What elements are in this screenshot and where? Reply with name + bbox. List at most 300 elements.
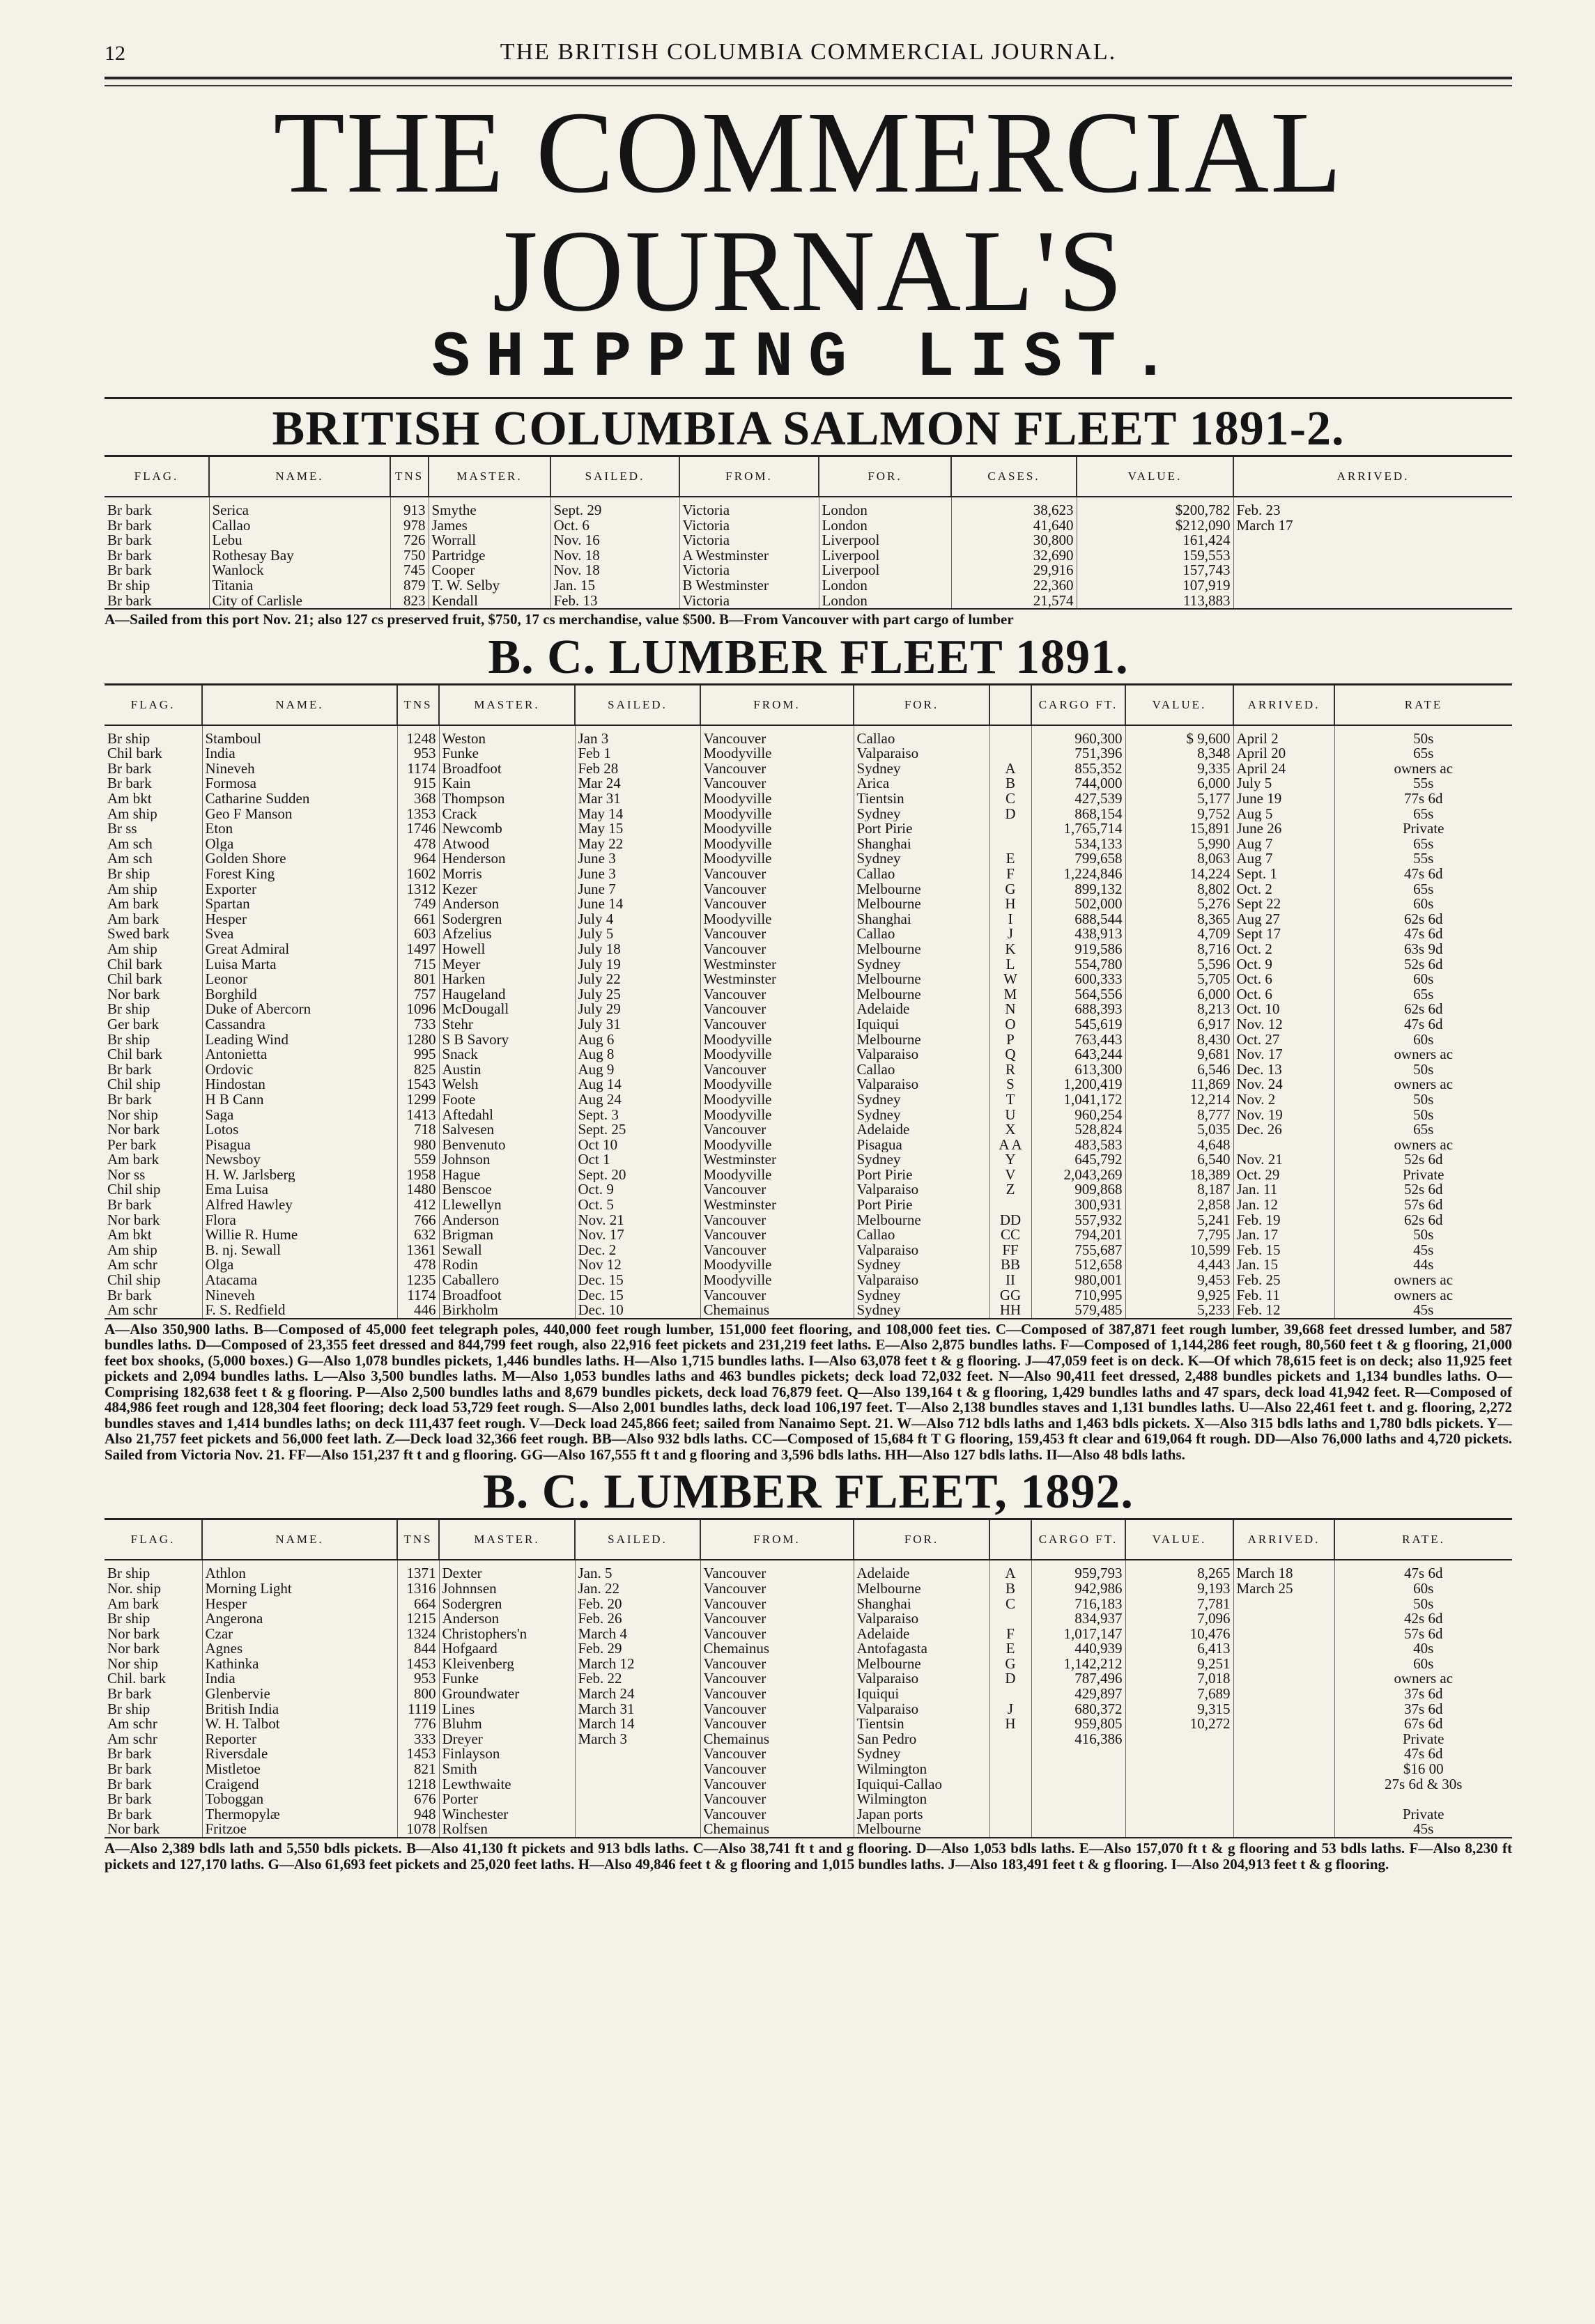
table-cell: Moodyville xyxy=(700,1257,854,1273)
table-row xyxy=(105,1182,1512,1198)
table-cell: 757 xyxy=(397,987,439,1002)
table-cell: Nov. 24 xyxy=(1233,1077,1334,1092)
table-cell: Westminster xyxy=(700,957,854,973)
table-cell: Funke xyxy=(439,1671,575,1687)
lumber-1891-table-body xyxy=(105,725,1512,1318)
column-header: TNS xyxy=(390,456,429,497)
table-cell: Lotos xyxy=(202,1122,397,1138)
table-cell: 18,389 xyxy=(1125,1168,1233,1183)
table-cell: Wilmington xyxy=(854,1762,989,1777)
table-cell: 745 xyxy=(390,563,429,578)
table-cell: 715 xyxy=(397,957,439,973)
table-cell: Kathinka xyxy=(202,1657,397,1672)
table-cell: 899,132 xyxy=(1031,882,1125,897)
table-cell: 502,000 xyxy=(1031,897,1125,912)
table-cell: Sydney xyxy=(854,1152,989,1168)
table-cell: Victoria xyxy=(679,563,819,578)
table-row xyxy=(105,1627,1512,1642)
table-cell: Vancouver xyxy=(700,1122,854,1138)
table-cell: Chil. bark xyxy=(107,1671,166,1687)
table-cell: G xyxy=(989,1657,1031,1672)
table-cell: Nov. 21 xyxy=(575,1213,700,1228)
table-cell: Fritzoe xyxy=(202,1822,397,1837)
table-cell: 1,142,212 xyxy=(1031,1657,1125,1672)
table-cell xyxy=(1125,1732,1233,1747)
table-cell: Br bark xyxy=(107,593,152,609)
table-cell: Nor bark xyxy=(107,1822,160,1837)
table-cell: Vancouver xyxy=(700,1746,854,1762)
table-cell: 41,640 xyxy=(951,518,1077,534)
table-cell: 50s xyxy=(1334,1062,1512,1078)
table-cell: 1078 xyxy=(397,1822,439,1837)
table-cell: Vancouver xyxy=(700,1702,854,1717)
table-cell: Brigman xyxy=(439,1227,575,1243)
table-cell: Vancouver xyxy=(700,1597,854,1612)
table-cell: Vancouver xyxy=(700,1671,854,1687)
table-row xyxy=(105,1257,1512,1273)
table-cell: Vancouver xyxy=(700,1288,854,1303)
table-cell: 980 xyxy=(397,1138,439,1153)
table-row xyxy=(105,837,1512,852)
table-cell: Vancouver xyxy=(700,1657,854,1672)
table-cell: Port Pirie xyxy=(854,1168,989,1183)
table-cell: Vancouver xyxy=(700,1227,854,1243)
table-cell: 1371 xyxy=(397,1560,439,1581)
table-cell: 1299 xyxy=(397,1092,439,1108)
table-row xyxy=(105,594,1512,609)
column-header: VALUE. xyxy=(1125,684,1233,725)
table-row xyxy=(105,761,1512,777)
table-row xyxy=(105,1657,1512,1672)
column-header: FROM. xyxy=(679,456,819,497)
table-cell: Sewall xyxy=(439,1243,575,1258)
table-cell: July 25 xyxy=(575,987,700,1002)
table-cell: Snack xyxy=(439,1047,575,1062)
table-cell: 9,925 xyxy=(1125,1288,1233,1303)
table-cell: 750 xyxy=(390,548,429,564)
table-cell: Feb. 11 xyxy=(1233,1288,1334,1303)
table-cell: 9,453 xyxy=(1125,1273,1233,1288)
table-row xyxy=(105,897,1512,912)
table-row xyxy=(105,1002,1512,1017)
table-cell: Feb. 23 xyxy=(1233,497,1512,518)
table-cell: 416,386 xyxy=(1031,1732,1125,1747)
table-cell: Luisa Marta xyxy=(202,957,397,973)
table-cell: 512,658 xyxy=(1031,1257,1125,1273)
table-cell: Victoria xyxy=(679,518,819,534)
column-header: TNS xyxy=(397,684,439,725)
table-cell: Sydney xyxy=(854,807,989,822)
table-row xyxy=(105,1702,1512,1717)
table-cell: Victoria xyxy=(679,497,819,518)
table-cell: 10,599 xyxy=(1125,1243,1233,1258)
table-cell: Nineveh xyxy=(202,1288,397,1303)
table-cell: F. S. Redfield xyxy=(202,1303,397,1318)
table-cell: $ 9,600 xyxy=(1125,725,1233,747)
table-cell: D xyxy=(989,807,1031,822)
table-cell: Z xyxy=(989,1182,1031,1198)
table-cell: 4,443 xyxy=(1125,1257,1233,1273)
table-cell: J xyxy=(989,1702,1031,1717)
table-cell: 2,043,269 xyxy=(1031,1168,1125,1183)
table-cell xyxy=(1233,563,1512,578)
table-cell: 632 xyxy=(397,1227,439,1243)
table-cell: Harken xyxy=(439,972,575,987)
table-cell: Stamboul xyxy=(202,725,397,747)
table-cell: May 15 xyxy=(575,821,700,837)
table-cell: Aug 9 xyxy=(575,1062,700,1078)
table-row xyxy=(105,563,1512,578)
column-header xyxy=(989,684,1031,725)
table-cell: Vancouver xyxy=(700,761,854,777)
table-cell: Port Pirie xyxy=(854,821,989,837)
table-cell: Vancouver xyxy=(700,927,854,942)
table-cell: 718 xyxy=(397,1122,439,1138)
table-row xyxy=(105,1762,1512,1777)
table-cell xyxy=(1233,1138,1334,1153)
table-cell: May 14 xyxy=(575,807,700,822)
table-cell: Morris xyxy=(439,867,575,882)
table-cell: Oct 10 xyxy=(575,1138,700,1153)
table-cell: Adelaide xyxy=(854,1560,989,1581)
table-cell: Vancouver xyxy=(700,882,854,897)
table-cell: Saga xyxy=(202,1108,397,1123)
table-cell: Liverpool xyxy=(819,548,951,564)
table-cell: Per bark xyxy=(107,1137,157,1153)
table-cell: Adelaide xyxy=(854,1627,989,1642)
table-cell: owners ac xyxy=(1334,1047,1512,1062)
column-header: MASTER. xyxy=(439,684,575,725)
table-cell: 8,777 xyxy=(1125,1108,1233,1123)
table-cell: Olga xyxy=(202,837,397,852)
table-cell: Moodyville xyxy=(700,1092,854,1108)
table-cell: 823 xyxy=(390,594,429,609)
table-cell xyxy=(1233,594,1512,609)
table-cell: Br bark xyxy=(107,1806,152,1822)
table-cell: London xyxy=(819,497,951,518)
table-cell: 960,300 xyxy=(1031,725,1125,747)
table-cell: 919,586 xyxy=(1031,942,1125,957)
table-cell: T. W. Selby xyxy=(429,578,550,594)
table-cell: 959,793 xyxy=(1031,1560,1125,1581)
table-cell xyxy=(1233,1746,1334,1762)
table-cell: Aftedahl xyxy=(439,1108,575,1123)
table-cell: July 18 xyxy=(575,942,700,957)
table-cell: Vancouver xyxy=(700,1792,854,1807)
table-row xyxy=(105,1597,1512,1612)
table-cell: 7,689 xyxy=(1125,1687,1233,1702)
table-cell: Vancouver xyxy=(700,776,854,791)
table-cell: 159,553 xyxy=(1077,548,1233,564)
table-cell: San Pedro xyxy=(854,1732,989,1747)
lumber-1891-title: B. C. LUMBER FLEET 1891. xyxy=(488,630,1129,684)
table-cell: June 3 xyxy=(575,867,700,882)
table-cell: F xyxy=(989,867,1031,882)
table-cell: City of Carlisle xyxy=(209,594,390,609)
table-cell: 368 xyxy=(397,791,439,807)
table-cell xyxy=(989,1746,1031,1762)
table-cell: Feb 28 xyxy=(575,761,700,777)
table-cell: 161,424 xyxy=(1077,533,1233,548)
table-cell: Dec. 13 xyxy=(1233,1062,1334,1078)
table-cell: 915 xyxy=(397,776,439,791)
table-cell xyxy=(989,837,1031,852)
table-cell: Br ship xyxy=(107,1002,151,1017)
table-cell: Nov. 16 xyxy=(550,533,679,548)
table-cell: Exporter xyxy=(202,882,397,897)
table-cell: Vancouver xyxy=(700,1182,854,1198)
table-cell: $16 00 xyxy=(1334,1762,1512,1777)
table-cell: Sydney xyxy=(854,851,989,867)
table-cell: Jan. 11 xyxy=(1233,1182,1334,1198)
table-cell xyxy=(1233,1597,1334,1612)
table-cell: Br bark xyxy=(107,761,152,777)
table-cell: H xyxy=(989,897,1031,912)
table-cell: 47s 6d xyxy=(1334,867,1512,882)
column-header: NAME. xyxy=(202,1519,397,1560)
table-cell: Mar 24 xyxy=(575,776,700,791)
table-cell: Agnes xyxy=(202,1641,397,1657)
table-cell: FF xyxy=(989,1243,1031,1258)
table-cell: A A xyxy=(989,1138,1031,1153)
table-cell: 1324 xyxy=(397,1627,439,1642)
table-cell: Callao xyxy=(854,1062,989,1078)
table-cell: Melbourne xyxy=(854,942,989,957)
lumber-1892-title: B. C. LUMBER FLEET, 1892. xyxy=(483,1465,1134,1519)
table-cell xyxy=(1233,1762,1334,1777)
table-cell: July 22 xyxy=(575,972,700,987)
table-row xyxy=(105,725,1512,747)
table-cell: Private xyxy=(1334,1732,1512,1747)
table-cell: 2,858 xyxy=(1125,1198,1233,1213)
table-cell: 559 xyxy=(397,1152,439,1168)
table-cell xyxy=(575,1807,700,1822)
table-cell: 1,200,419 xyxy=(1031,1077,1125,1092)
table-cell: Feb. 19 xyxy=(1233,1213,1334,1228)
table-cell: James xyxy=(429,518,550,534)
table-row xyxy=(105,1152,1512,1168)
column-header: FLAG. xyxy=(105,456,209,497)
table-row xyxy=(105,533,1512,548)
table-cell: London xyxy=(819,578,951,594)
table-cell xyxy=(989,1807,1031,1822)
table-cell: Am ship xyxy=(107,881,157,897)
table-cell: Broadfoot xyxy=(439,761,575,777)
table-cell: Thompson xyxy=(439,791,575,807)
table-cell: Chil ship xyxy=(107,1182,161,1198)
table-cell: Wanlock xyxy=(209,563,390,578)
table-cell: Vancouver xyxy=(700,725,854,747)
table-cell: Moodyville xyxy=(700,1077,854,1092)
table-cell: 564,556 xyxy=(1031,987,1125,1002)
table-cell: Dec. 15 xyxy=(575,1288,700,1303)
table-cell: Vancouver xyxy=(700,897,854,912)
table-cell: E xyxy=(989,851,1031,867)
table-cell: 62s 6d xyxy=(1334,912,1512,927)
table-cell: 1453 xyxy=(397,1657,439,1672)
table-row xyxy=(105,1092,1512,1108)
table-cell: Am bkt xyxy=(107,1227,152,1243)
table-cell: Golden Shore xyxy=(202,851,397,867)
table-cell: 5,596 xyxy=(1125,957,1233,973)
table-cell: 8,802 xyxy=(1125,882,1233,897)
table-cell: Czar xyxy=(202,1627,397,1642)
table-cell: Am ship xyxy=(107,806,157,822)
table-cell xyxy=(1233,548,1512,564)
table-cell: 9,681 xyxy=(1125,1047,1233,1062)
table-cell: Jan. 15 xyxy=(1233,1257,1334,1273)
table-row xyxy=(105,1792,1512,1807)
table-cell xyxy=(575,1762,700,1777)
table-cell: Br bark xyxy=(107,1776,152,1792)
table-cell: 1119 xyxy=(397,1702,439,1717)
table-cell: 5,233 xyxy=(1125,1303,1233,1318)
table-cell: 7,096 xyxy=(1125,1611,1233,1627)
table-row xyxy=(105,1032,1512,1048)
table-cell: Valparaiso xyxy=(854,1047,989,1062)
table-cell: Moodyville xyxy=(700,791,854,807)
table-cell: A xyxy=(989,1560,1031,1581)
table-cell: India xyxy=(202,1671,397,1687)
table-cell: 8,063 xyxy=(1125,851,1233,867)
table-cell: A Westminster xyxy=(679,548,819,564)
table-cell xyxy=(575,1746,700,1762)
table-cell: F xyxy=(989,1627,1031,1642)
table-cell xyxy=(1125,1777,1233,1792)
table-cell: Howell xyxy=(439,942,575,957)
table-cell: Reporter xyxy=(202,1732,397,1747)
table-cell: Afzelius xyxy=(439,927,575,942)
table-cell: Br bark xyxy=(107,1762,152,1777)
table-row xyxy=(105,1746,1512,1762)
running-header xyxy=(105,28,1512,79)
table-cell: Austin xyxy=(439,1062,575,1078)
table-cell: O xyxy=(989,1017,1031,1032)
table-cell: M xyxy=(989,987,1031,1002)
table-cell: Am sch xyxy=(107,851,153,867)
table-cell: Olga xyxy=(202,1257,397,1273)
column-header: CARGO FT. xyxy=(1031,1519,1125,1560)
table-cell: R xyxy=(989,1062,1031,1078)
table-cell: H. W. Jarlsberg xyxy=(202,1168,397,1183)
table-cell: Shanghai xyxy=(854,837,989,852)
table-cell: owners ac xyxy=(1334,1138,1512,1153)
table-cell: 8,265 xyxy=(1125,1560,1233,1581)
table-cell: 5,177 xyxy=(1125,791,1233,807)
table-row xyxy=(105,548,1512,564)
table-cell: Feb. 20 xyxy=(575,1597,700,1612)
table-cell: 57s 6d xyxy=(1334,1198,1512,1213)
table-cell: Vancouver xyxy=(700,1611,854,1627)
table-cell: Riversdale xyxy=(202,1746,397,1762)
table-cell xyxy=(989,1198,1031,1213)
table-cell: 959,805 xyxy=(1031,1717,1125,1732)
table-cell: 716,183 xyxy=(1031,1597,1125,1612)
column-header: RATE. xyxy=(1334,1519,1512,1560)
table-cell: Callao xyxy=(209,518,390,534)
table-cell: Sydney xyxy=(854,761,989,777)
table-cell: Porter xyxy=(439,1792,575,1807)
table-cell: 964 xyxy=(397,851,439,867)
table-cell: June 14 xyxy=(575,897,700,912)
table-cell xyxy=(1125,1762,1233,1777)
table-cell: HH xyxy=(989,1303,1031,1318)
table-cell: 107,919 xyxy=(1077,578,1233,594)
table-cell: June 19 xyxy=(1233,791,1334,807)
table-cell: 6,540 xyxy=(1125,1152,1233,1168)
table-cell: Jan. 17 xyxy=(1233,1227,1334,1243)
table-cell: Adelaide xyxy=(854,1002,989,1017)
table-cell: Feb. 25 xyxy=(1233,1273,1334,1288)
table-cell: Br bark xyxy=(107,533,152,548)
column-header: FROM. xyxy=(700,684,854,725)
table-cell: Sept. 3 xyxy=(575,1108,700,1123)
table-cell: Sydney xyxy=(854,1288,989,1303)
table-cell: 1746 xyxy=(397,821,439,837)
table-row xyxy=(105,1243,1512,1258)
table-cell: London xyxy=(819,594,951,609)
table-cell: Vancouver xyxy=(700,1762,854,1777)
table-cell: 799,658 xyxy=(1031,851,1125,867)
table-cell: Kezer xyxy=(439,882,575,897)
table-cell xyxy=(575,1822,700,1837)
table-cell: Oct. 29 xyxy=(1233,1168,1334,1183)
table-cell: March 31 xyxy=(575,1702,700,1717)
table-cell: 4,648 xyxy=(1125,1138,1233,1153)
table-cell: 9,335 xyxy=(1125,761,1233,777)
table-cell xyxy=(989,725,1031,747)
table-cell: 688,544 xyxy=(1031,912,1125,927)
table-cell: 62s 6d xyxy=(1334,1002,1512,1017)
table-cell: Nov. 18 xyxy=(550,548,679,564)
table-cell: 65s xyxy=(1334,837,1512,852)
table-cell: 8,430 xyxy=(1125,1032,1233,1048)
table-cell: 11,869 xyxy=(1125,1077,1233,1092)
table-cell: Vancouver xyxy=(700,1017,854,1032)
table-cell: Ger bark xyxy=(107,1016,160,1032)
table-cell: 1958 xyxy=(397,1168,439,1183)
table-cell: Chemainus xyxy=(700,1641,854,1657)
table-cell: Br ship xyxy=(107,1565,151,1581)
table-cell: Nov. 2 xyxy=(1233,1092,1334,1108)
table-cell: Rolfsen xyxy=(439,1822,575,1837)
table-cell: 534,133 xyxy=(1031,837,1125,852)
table-cell: 676 xyxy=(397,1792,439,1807)
table-row xyxy=(105,912,1512,927)
column-header: CASES. xyxy=(951,456,1077,497)
table-cell: 42s 6d xyxy=(1334,1611,1512,1627)
table-cell: Br bark xyxy=(107,1287,152,1303)
column-header: FLAG. xyxy=(105,1519,202,1560)
table-cell: Nor bark xyxy=(107,1212,160,1228)
table-cell: 1353 xyxy=(397,807,439,822)
table-cell: Chil bark xyxy=(107,746,162,761)
table-cell: Chemainus xyxy=(700,1822,854,1837)
table-cell: 1235 xyxy=(397,1273,439,1288)
table-cell: Alfred Hawley xyxy=(202,1198,397,1213)
table-cell: Aug 7 xyxy=(1233,851,1334,867)
table-cell: 948 xyxy=(397,1807,439,1822)
table-cell: B Westminster xyxy=(679,578,819,594)
table-cell: 1218 xyxy=(397,1777,439,1792)
table-row xyxy=(105,1273,1512,1288)
table-cell: Craigend xyxy=(202,1777,397,1792)
running-title: THE BRITISH COLUMBIA COMMERCIAL JOURNAL. xyxy=(500,39,1117,65)
table-cell: Melbourne xyxy=(854,1822,989,1837)
table-cell: Sept. 1 xyxy=(1233,867,1334,882)
table-cell: Adelaide xyxy=(854,1122,989,1138)
table-cell: Newcomb xyxy=(439,821,575,837)
